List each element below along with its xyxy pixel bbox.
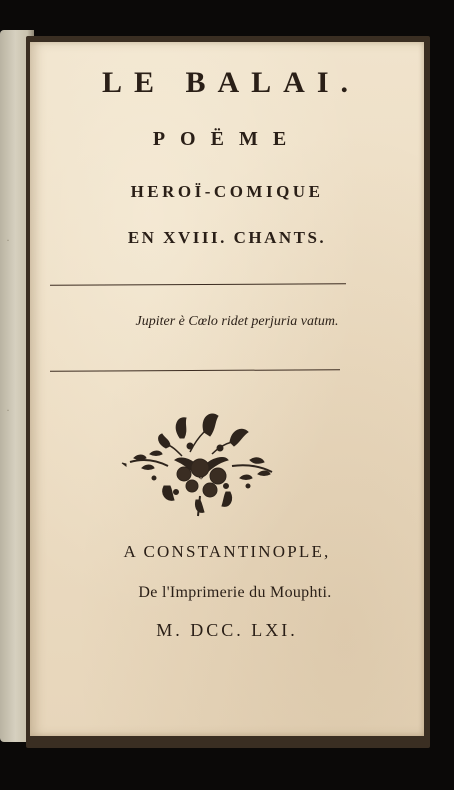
divider-rule xyxy=(50,283,346,286)
spine-mark: · xyxy=(6,403,10,417)
title-page xyxy=(30,42,424,736)
book-subtitle: POËME xyxy=(152,128,302,150)
floral-vignette-icon xyxy=(120,408,280,520)
epigraph: Jupiter è Cœlo ridet perjuria vatum. xyxy=(135,314,339,329)
book-title: LE BALAI. xyxy=(101,66,361,99)
imprint-place: A CONSTANTINOPLE, xyxy=(123,542,331,561)
cantos-count: EN XVIII. CHANTS. xyxy=(127,228,327,247)
spine-mark: · xyxy=(6,233,10,247)
book-genre: HEROÏ-COMIQUE xyxy=(130,182,324,201)
imprint-printer: De l'Imprimerie du Mouphti. xyxy=(138,584,332,601)
divider-rule xyxy=(50,369,340,372)
imprint-date: M. DCC. LXI. xyxy=(156,620,298,640)
